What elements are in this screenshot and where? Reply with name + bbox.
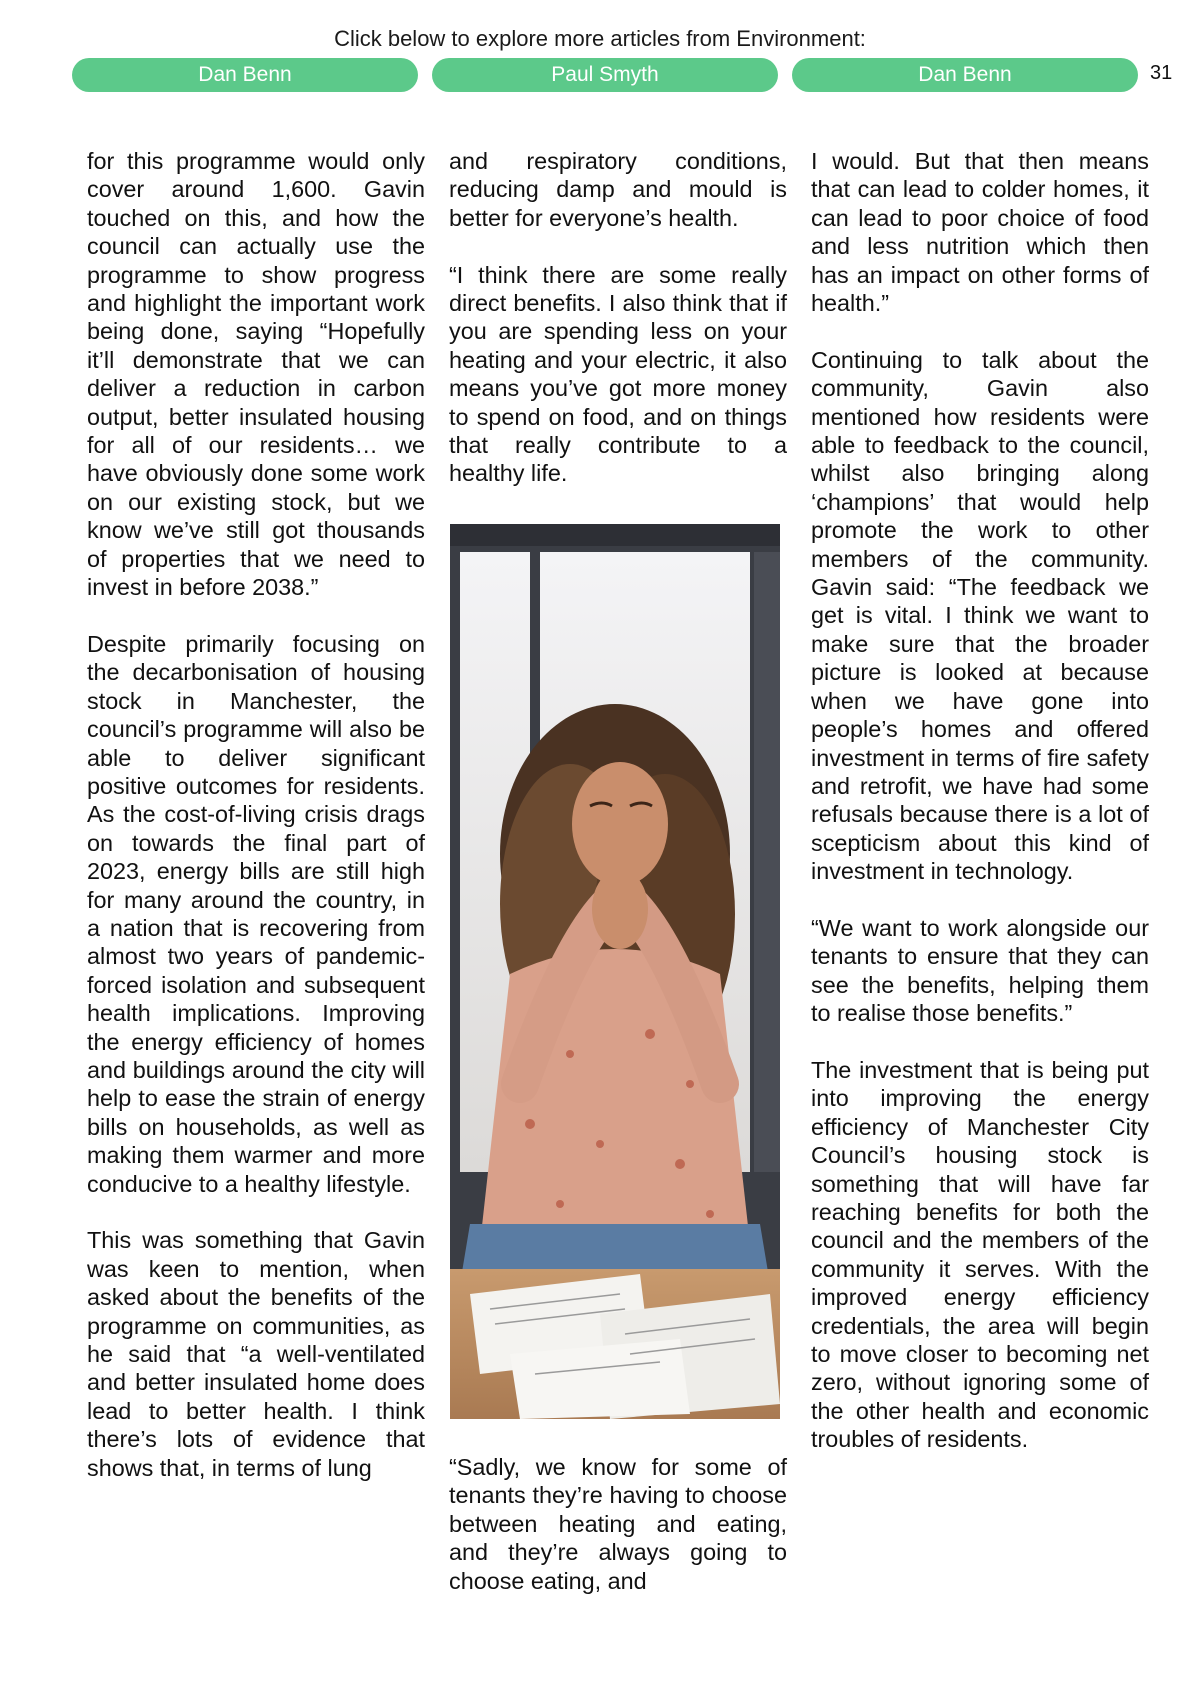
paragraph: “I think there are some really direct benefits. I also think that if you are spending less on your heating and your electric, it also means you’ve got more money to spend on food, and on things that really contribute to a healthy life. xyxy=(449,261,787,487)
article-column-3 xyxy=(811,147,1149,1482)
article-column-1 xyxy=(87,147,425,1510)
paragraph: Despite primarily focusing on the decarbonisation of housing stock in Manchester, the council’s programme will also be able to deliver significant positive outcomes for residents. As the cost-of-living crisis drags on towards the final part of 2023, energy bills are still high for many around the country, in a nation that is recovering from almost two years of pandemic-forced isolation and subsequent health implications. Improving the energy efficiency of homes and buildings around the city will help to ease the strain of energy bills on households, as well as making them warmer and more conducive to a healthy lifestyle. xyxy=(87,630,425,1197)
paragraph: “We want to work alongside our tenants to ensure that they can see the benefits, helping them to realise those benefits.” xyxy=(811,914,1149,1027)
author-link-dan-benn-2[interactable]: Dan Benn xyxy=(792,58,1138,92)
paragraph: The investment that is being put into improving the energy efficiency of Manchester City Council’s housing stock is something that will have far reaching benefits for both the council and the members of the community it serves. With the improved energy efficiency credentials, the area will begin to move closer to becoming net zero, without ignoring some of the other health and economic troubles of residents. xyxy=(811,1056,1149,1453)
paragraph: I would. But that then means that can lead to colder homes, it can lead to poor choice of food and less nutrition which then has an impact on other forms of health.” xyxy=(811,148,1149,317)
author-link-paul-smyth[interactable]: Paul Smyth xyxy=(432,58,778,92)
explore-prompt: Click below to explore more articles from Environment: xyxy=(334,26,866,51)
article-column-2-top xyxy=(449,147,787,516)
paragraph: “Sadly, we know for some of tenants they’re having to choose between heating and eating, and they’re always going to choose eating, and xyxy=(449,1454,787,1594)
photo-illustration xyxy=(450,524,780,1419)
paragraph: Continuing to talk about the community, Gavin also mentioned how residents were able to feedback to the council, whilst also bringing along ‘champions’ that would help promote the work to other members of the community. Gavin said: “The feedback we get is vital. I think we want to make sure that the broader picture is looked at because when we have gone into people’s homes and offered investment in terms of fire safety and retrofit, we have had some refusals because there is a lot of scepticism about this kind of investment in technology. xyxy=(811,346,1149,885)
page-number: 31 xyxy=(1150,62,1173,84)
paragraph: This was something that Gavin was keen to mention, when asked about the benefits of the programme on communities, as he said that “a well-ventilated and better insulated home does lead to better health. I think there’s lots of evidence that shows that, in terms of lung xyxy=(87,1227,425,1481)
article-column-2-bottom xyxy=(449,1453,787,1623)
author-link-dan-benn-1[interactable]: Dan Benn xyxy=(72,58,418,92)
paragraph: for this programme would only cover around 1,600. Gavin touched on this, and how the council can actually use the programme to show progress and highlight the important work being done, saying “Hopefully it’ll demonstrate that we can deliver a reduction in carbon output, better insulated housing for all of our residents… we have obviously done some work on our existing stock, but we know we’ve still got thousands of properties that we need to invest in before 2038.” xyxy=(87,148,425,601)
paragraph: and respiratory conditions, reducing damp and mould is better for everyone’s health. xyxy=(449,148,787,231)
article-photo-worried-woman xyxy=(450,524,780,1419)
